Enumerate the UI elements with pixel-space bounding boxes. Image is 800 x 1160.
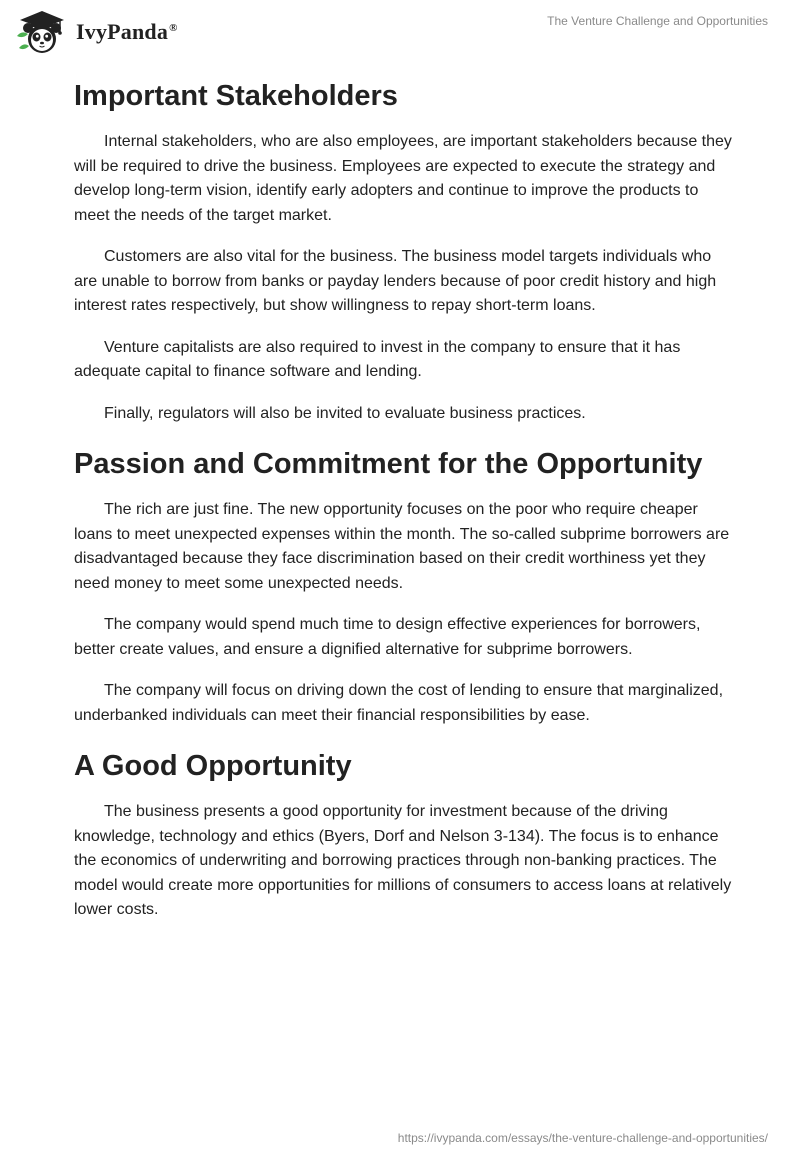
section-heading: Passion and Commitment for the Opportunity bbox=[74, 448, 703, 480]
panda-logo-icon bbox=[14, 8, 70, 56]
essay-body bbox=[74, 70, 734, 940]
section-heading: Important Stakeholders bbox=[74, 80, 398, 112]
ivypanda-logo[interactable] bbox=[14, 8, 178, 56]
paragraph: The business presents a good opportunity for investment because of the driving knowledge, technology and ethics (Byers, Dorf and Nelson 3-134). The focus is to enhance the economics of underwriting and borrowing practices through non-banking practices. The model would create more opportunities for millions of consumers to access loans at relatively lower costs. bbox=[74, 803, 732, 918]
paragraph: Venture capitalists are also required to invest in the company to ensure that it has adequate capital to finance software and lending. bbox=[74, 338, 681, 380]
logo-wordmark: IvyPanda® bbox=[76, 19, 178, 44]
paragraph: Internal stakeholders, who are also employees, are important stakeholders because they will be required to drive the business. Employees are expected to execute the strategy and develop long-term vision, identify early adopters and continue to improve the products to meet the needs of the target market. bbox=[74, 133, 732, 224]
paragraph: Finally, regulators will also be invited to evaluate business practices. bbox=[104, 404, 586, 422]
paragraph: The rich are just fine. The new opportunity focuses on the poor who require cheaper loans to meet unexpected expenses within the month. The so-called subprime borrowers are disadvantaged because they face discrimination based on their credit worthiness yet they need money to meet some unexpected needs. bbox=[74, 501, 730, 592]
section-heading: A Good Opportunity bbox=[74, 750, 352, 782]
running-title: The Venture Challenge and Opportunities bbox=[547, 14, 768, 28]
paragraph: The company would spend much time to design effective experiences for borrowers, better create values, and ensure a dignified alternative for subprime borrowers. bbox=[74, 616, 701, 658]
source-url[interactable]: https://ivypanda.com/essays/the-venture-challenge-and-opportunities/ bbox=[397, 1131, 768, 1145]
page-header bbox=[0, 0, 800, 60]
paragraph: Customers are also vital for the business. The business model targets individuals who are unable to borrow from banks or payday lenders because of poor credit history and high interest rates respectively, but show willingness to repay short-term loans. bbox=[74, 248, 717, 314]
paragraph: The company will focus on driving down the cost of lending to ensure that marginalized, underbanked individuals can meet their financial responsibilities by ease. bbox=[74, 682, 724, 724]
